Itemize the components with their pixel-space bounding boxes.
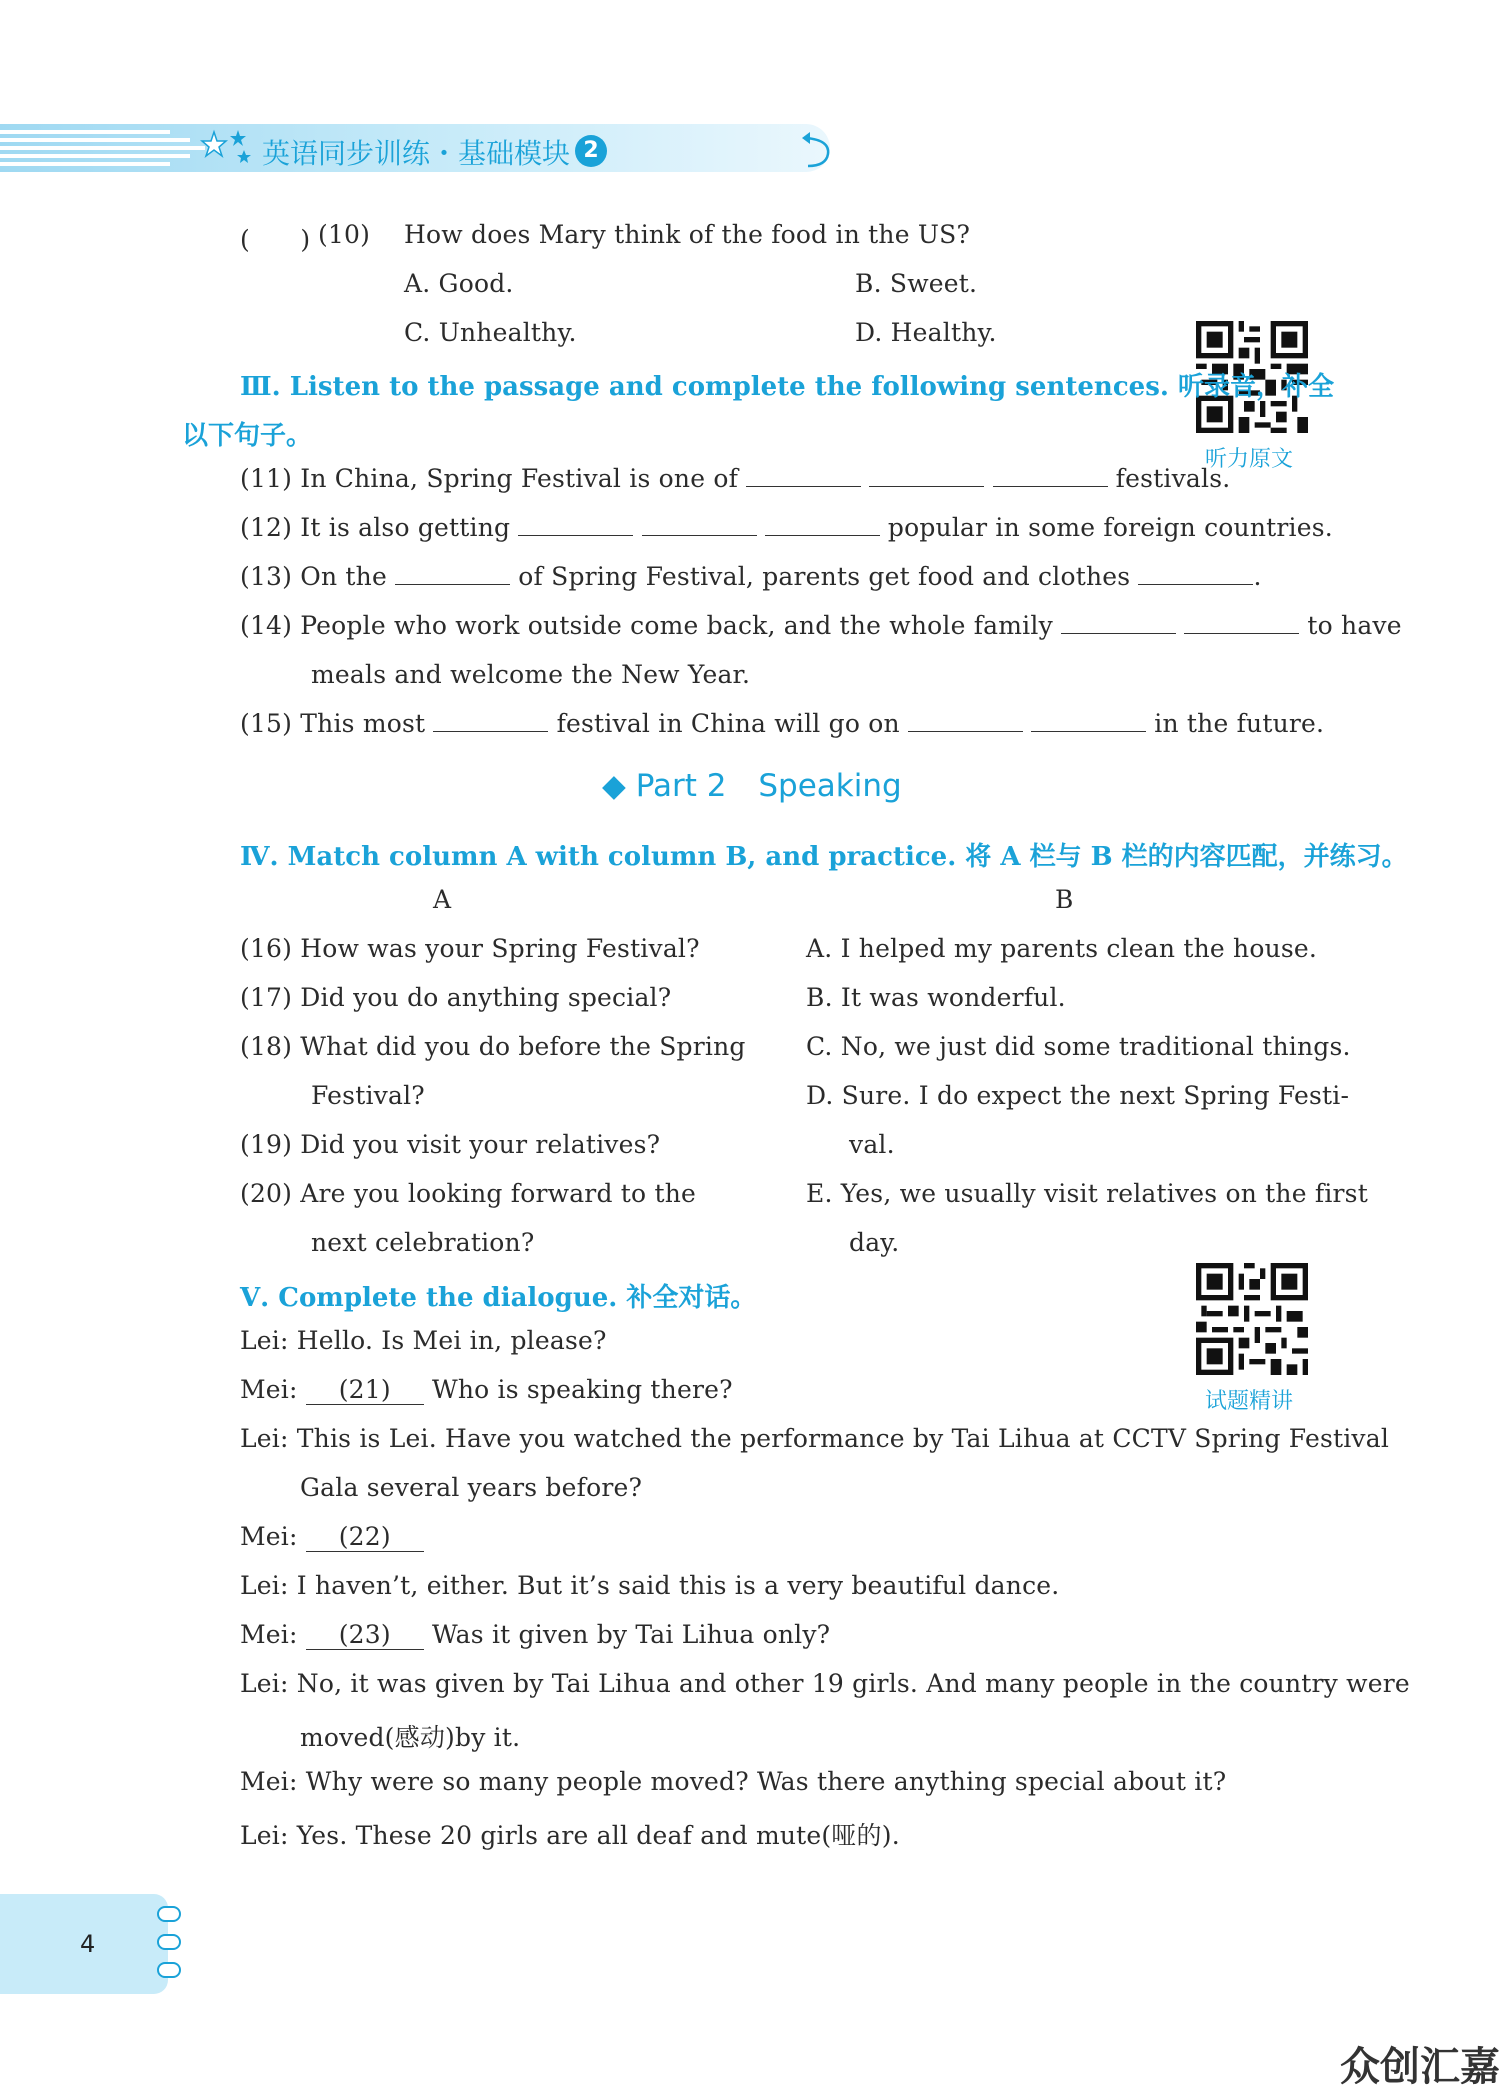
speaker: Lei: (240, 1669, 289, 1698)
blank[interactable] (1184, 613, 1299, 634)
binder-ring-icon (157, 1934, 181, 1950)
curl-arrow-icon (800, 130, 834, 172)
part-heading: ◆ Part 2 Speaking (602, 768, 902, 804)
book-title: 英语同步训练・基础模块 (262, 137, 571, 170)
dialogue-line (240, 1522, 424, 1552)
binder-ring-icon (157, 1962, 181, 1978)
question-number: (10) (318, 220, 371, 249)
dialogue-line: Mei: (23) Was it given by Tai Lihua only? (240, 1620, 831, 1649)
speaker: Lei: (240, 1326, 289, 1355)
speaker: Lei: (240, 1571, 289, 1600)
option-b: B. Sweet. (855, 269, 978, 298)
column-b-header: B (1055, 885, 1074, 914)
dialogue-line: Mei: Why were so many people moved? Was there anything special about it? (240, 1767, 1227, 1796)
speaker: Mei: (240, 1767, 298, 1796)
response-a: A. I helped my parents clean the house. (806, 934, 1318, 963)
response-e-cont: day. (849, 1228, 900, 1257)
blank[interactable] (908, 711, 1023, 732)
blank[interactable] (518, 515, 633, 536)
dialogue-line: Lei: This is Lei. Have you watched the performance by Tai Lihua at CCTV Spring Festival (240, 1424, 1390, 1453)
sentence-11: (11) In China, Spring Festival is one of festivals. (240, 464, 1231, 493)
blank[interactable] (642, 515, 757, 536)
question-number: (13) (240, 562, 293, 591)
match-item-18: (18) What did you do before the Spring (240, 1032, 746, 1061)
dialogue-line: Lei: Yes. These 20 girls are all deaf and mute(哑的). (240, 1821, 900, 1850)
column-a-header: A (433, 885, 452, 914)
match-item-17: (17) Did you do anything special? (240, 983, 672, 1012)
response-d-cont: val. (849, 1130, 895, 1159)
speaker: Mei: (240, 1620, 298, 1649)
section-heading-3-cont: 以下句子。 (182, 421, 313, 451)
blank[interactable] (433, 711, 548, 732)
blank[interactable] (746, 466, 861, 487)
sentence-12: (12) It is also getting popular in some foreign countries. (240, 513, 1333, 542)
blank[interactable] (395, 564, 510, 585)
blank[interactable] (1031, 711, 1146, 732)
blank[interactable] (869, 466, 984, 487)
dialogue-line: Lei: Hello. Is Mei in, please? (240, 1326, 607, 1355)
sentence-15: (15) This most festival in China will go on in the future. (240, 709, 1325, 738)
stars-icon (200, 128, 260, 170)
match-item-20-cont: next celebration? (311, 1228, 535, 1257)
option-a: A. Good. (404, 269, 514, 298)
match-item-16: (16) How was your Spring Festival? (240, 934, 700, 963)
binder-ring-icon (157, 1906, 181, 1922)
watermark: 众创汇嘉 (1340, 2044, 1500, 2090)
response-b: B. It was wonderful. (806, 983, 1066, 1012)
option-d: D. Healthy. (855, 318, 997, 347)
speaker: Mei: (240, 1375, 298, 1404)
match-item-20: (20) Are you looking forward to the (240, 1179, 696, 1208)
dialogue-line: Mei: (21) Who is speaking there? (240, 1375, 733, 1404)
question-number: (11) (240, 464, 293, 493)
question-text: How does Mary think of the food in the US? (404, 220, 971, 249)
answer-blank[interactable]: (22) (306, 1522, 424, 1552)
dialogue-line-cont: moved(感动)by it. (300, 1723, 521, 1752)
diamond-icon: ◆ (602, 768, 626, 804)
answer-paren: ( ) (240, 225, 311, 254)
volume-badge: 2 (575, 135, 607, 167)
section-heading-5: Ⅴ. Complete the dialogue. 补全对话。 (240, 1283, 757, 1313)
match-item-19: (19) Did you visit your relatives? (240, 1130, 661, 1159)
speaker: Mei: (240, 1522, 298, 1551)
qr-label-explanation: 试题精讲 (1205, 1389, 1294, 1414)
qr-code-icon[interactable] (1195, 1262, 1309, 1376)
match-item-18-cont: Festival? (311, 1081, 425, 1110)
qr-label-listening: 听力原文 (1205, 447, 1294, 472)
dialogue-line-cont: Gala several years before? (300, 1473, 643, 1502)
page-number: 4 (80, 1930, 96, 1958)
section-heading-3: Ⅲ. Listen to the passage and complete the following sentences. 听录音，补全 (240, 372, 1334, 402)
answer-blank[interactable]: (23) (306, 1620, 424, 1650)
blank[interactable] (1061, 613, 1176, 634)
sentence-14-cont: meals and welcome the New Year. (311, 660, 751, 689)
answer-blank[interactable]: (21) (306, 1375, 424, 1405)
sentence-13: (13) On the of Spring Festival, parents get food and clothes . (240, 562, 1262, 591)
blank[interactable] (993, 466, 1108, 487)
option-c: C. Unhealthy. (404, 318, 577, 347)
speaker: Lei: (240, 1424, 289, 1453)
question-number: (15) (240, 709, 293, 738)
response-e: E. Yes, we usually visit relatives on the first (806, 1179, 1368, 1208)
section-heading-4: Ⅳ. Match column A with column B, and practice. 将 A 栏与 B 栏的内容匹配，并练习。 (240, 842, 1408, 872)
blank[interactable] (1138, 564, 1253, 585)
response-c: C. No, we just did some traditional things. (806, 1032, 1351, 1061)
question-number: (14) (240, 611, 293, 640)
response-d: D. Sure. I do expect the next Spring Festi- (806, 1081, 1350, 1110)
dialogue-line: Lei: No, it was given by Tai Lihua and other 19 girls. And many people in the country were (240, 1669, 1410, 1698)
dialogue-line: Lei: I haven’t, either. But it’s said this is a very beautiful dance. (240, 1571, 1060, 1600)
sentence-14: (14) People who work outside come back, and the whole family to have (240, 611, 1402, 640)
question-number: (12) (240, 513, 293, 542)
speaker: Lei: (240, 1821, 289, 1850)
blank[interactable] (765, 515, 880, 536)
